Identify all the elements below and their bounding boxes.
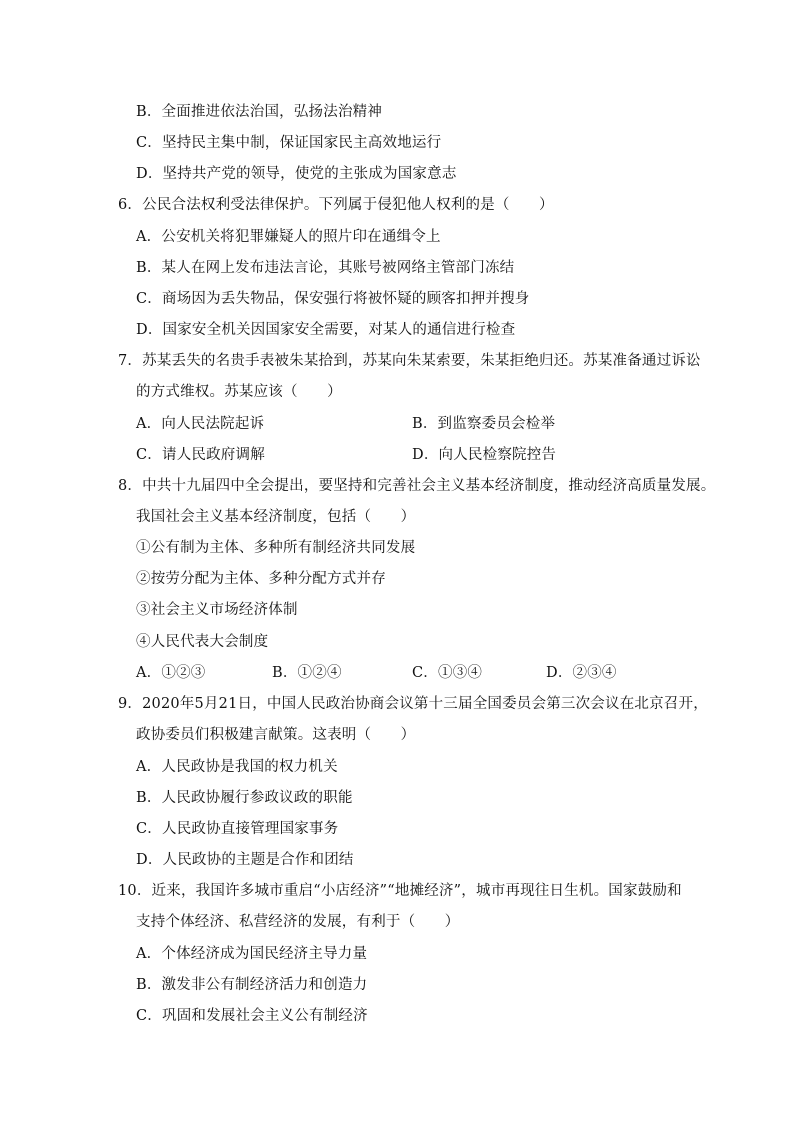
q8-stem-line2: 我国社会主义基本经济制度，包括（ ） bbox=[136, 509, 416, 525]
q8-option-a: A．①②③ bbox=[136, 665, 206, 681]
q9-option-a: A．人民政协是我国的权力机关 bbox=[136, 759, 338, 775]
q8-item-3: ③社会主义市场经济体制 bbox=[136, 602, 298, 618]
q7-option-a: A．向人民法院起诉 bbox=[136, 416, 265, 432]
q8-item-4: ④人民代表大会制度 bbox=[136, 634, 269, 650]
q7-stem-line1: 7．苏某丢失的名贵手表被朱某拾到，苏某向朱某索要，朱某拒绝归还。苏某准备通过诉讼 bbox=[118, 353, 701, 369]
q5-option-b: B．全面推进依法治国，弘扬法治精神 bbox=[136, 104, 383, 120]
q6-option-c: C．商场因为丢失物品，保安强行将被怀疑的顾客扣押并搜身 bbox=[136, 291, 530, 307]
q6-stem: 6．公民合法权利受法律保护。下列属于侵犯他人权利的是（ ） bbox=[118, 197, 554, 213]
q8-option-d: D．②③④ bbox=[546, 665, 617, 681]
q9-option-d: D．人民政协的主题是合作和团结 bbox=[136, 852, 354, 868]
q7-option-b: B．到监察委员会检举 bbox=[412, 416, 556, 432]
q8-option-c: C．①③④ bbox=[412, 665, 483, 681]
q6-option-b: B．某人在网上发布违法言论，其账号被网络主管部门冻结 bbox=[136, 260, 515, 276]
q10-stem-line2: 支持个体经济、私营经济的发展，有利于（ ） bbox=[136, 914, 460, 930]
q8-option-b: B．①②④ bbox=[272, 665, 342, 681]
q5-option-d: D．坚持共产党的领导，使党的主张成为国家意志 bbox=[136, 166, 457, 182]
q6-option-d: D．国家安全机关因国家安全需要，对某人的通信进行检查 bbox=[136, 322, 516, 338]
q8-item-1: ①公有制为主体、多种所有制经济共同发展 bbox=[136, 540, 416, 556]
q9-stem-line2: 政协委员们积极建言献策。这表明（ ） bbox=[136, 727, 416, 743]
q8-stem-line1: 8．中共十九届四中全会提出，要坚持和完善社会主义基本经济制度，推动经济高质量发展。 bbox=[118, 478, 716, 494]
q10-option-a: A．个体经济成为国民经济主导力量 bbox=[136, 946, 368, 962]
q10-option-c: C．巩固和发展社会主义公有制经济 bbox=[136, 1008, 368, 1024]
q6-option-a: A．公安机关将犯罪嫌疑人的照片印在通缉令上 bbox=[136, 229, 441, 245]
q10-stem-line1: 10．近来，我国许多城市重启“小店经济”“地摊经济”，城市再现往日生机。国家鼓励和 bbox=[118, 883, 682, 899]
q9-option-b: B．人民政协履行参政议政的职能 bbox=[136, 790, 353, 806]
q7-option-c: C．请人民政府调解 bbox=[136, 447, 265, 463]
q8-item-2: ②按劳分配为主体、多种分配方式并存 bbox=[136, 571, 386, 587]
q5-option-c: C．坚持民主集中制，保证国家民主高效地运行 bbox=[136, 135, 442, 151]
q7-stem-line2: 的方式维权。苏某应该（ ） bbox=[136, 384, 342, 400]
q10-option-b: B．激发非公有制经济活力和创造力 bbox=[136, 977, 368, 993]
q7-option-d: D．向人民检察院控告 bbox=[412, 447, 557, 463]
q9-stem-line1: 9．2020年5月21日，中国人民政治协商会议第十三届全国委员会第三次会议在北京召开， bbox=[118, 696, 708, 712]
q9-option-c: C．人民政协直接管理国家事务 bbox=[136, 821, 339, 837]
